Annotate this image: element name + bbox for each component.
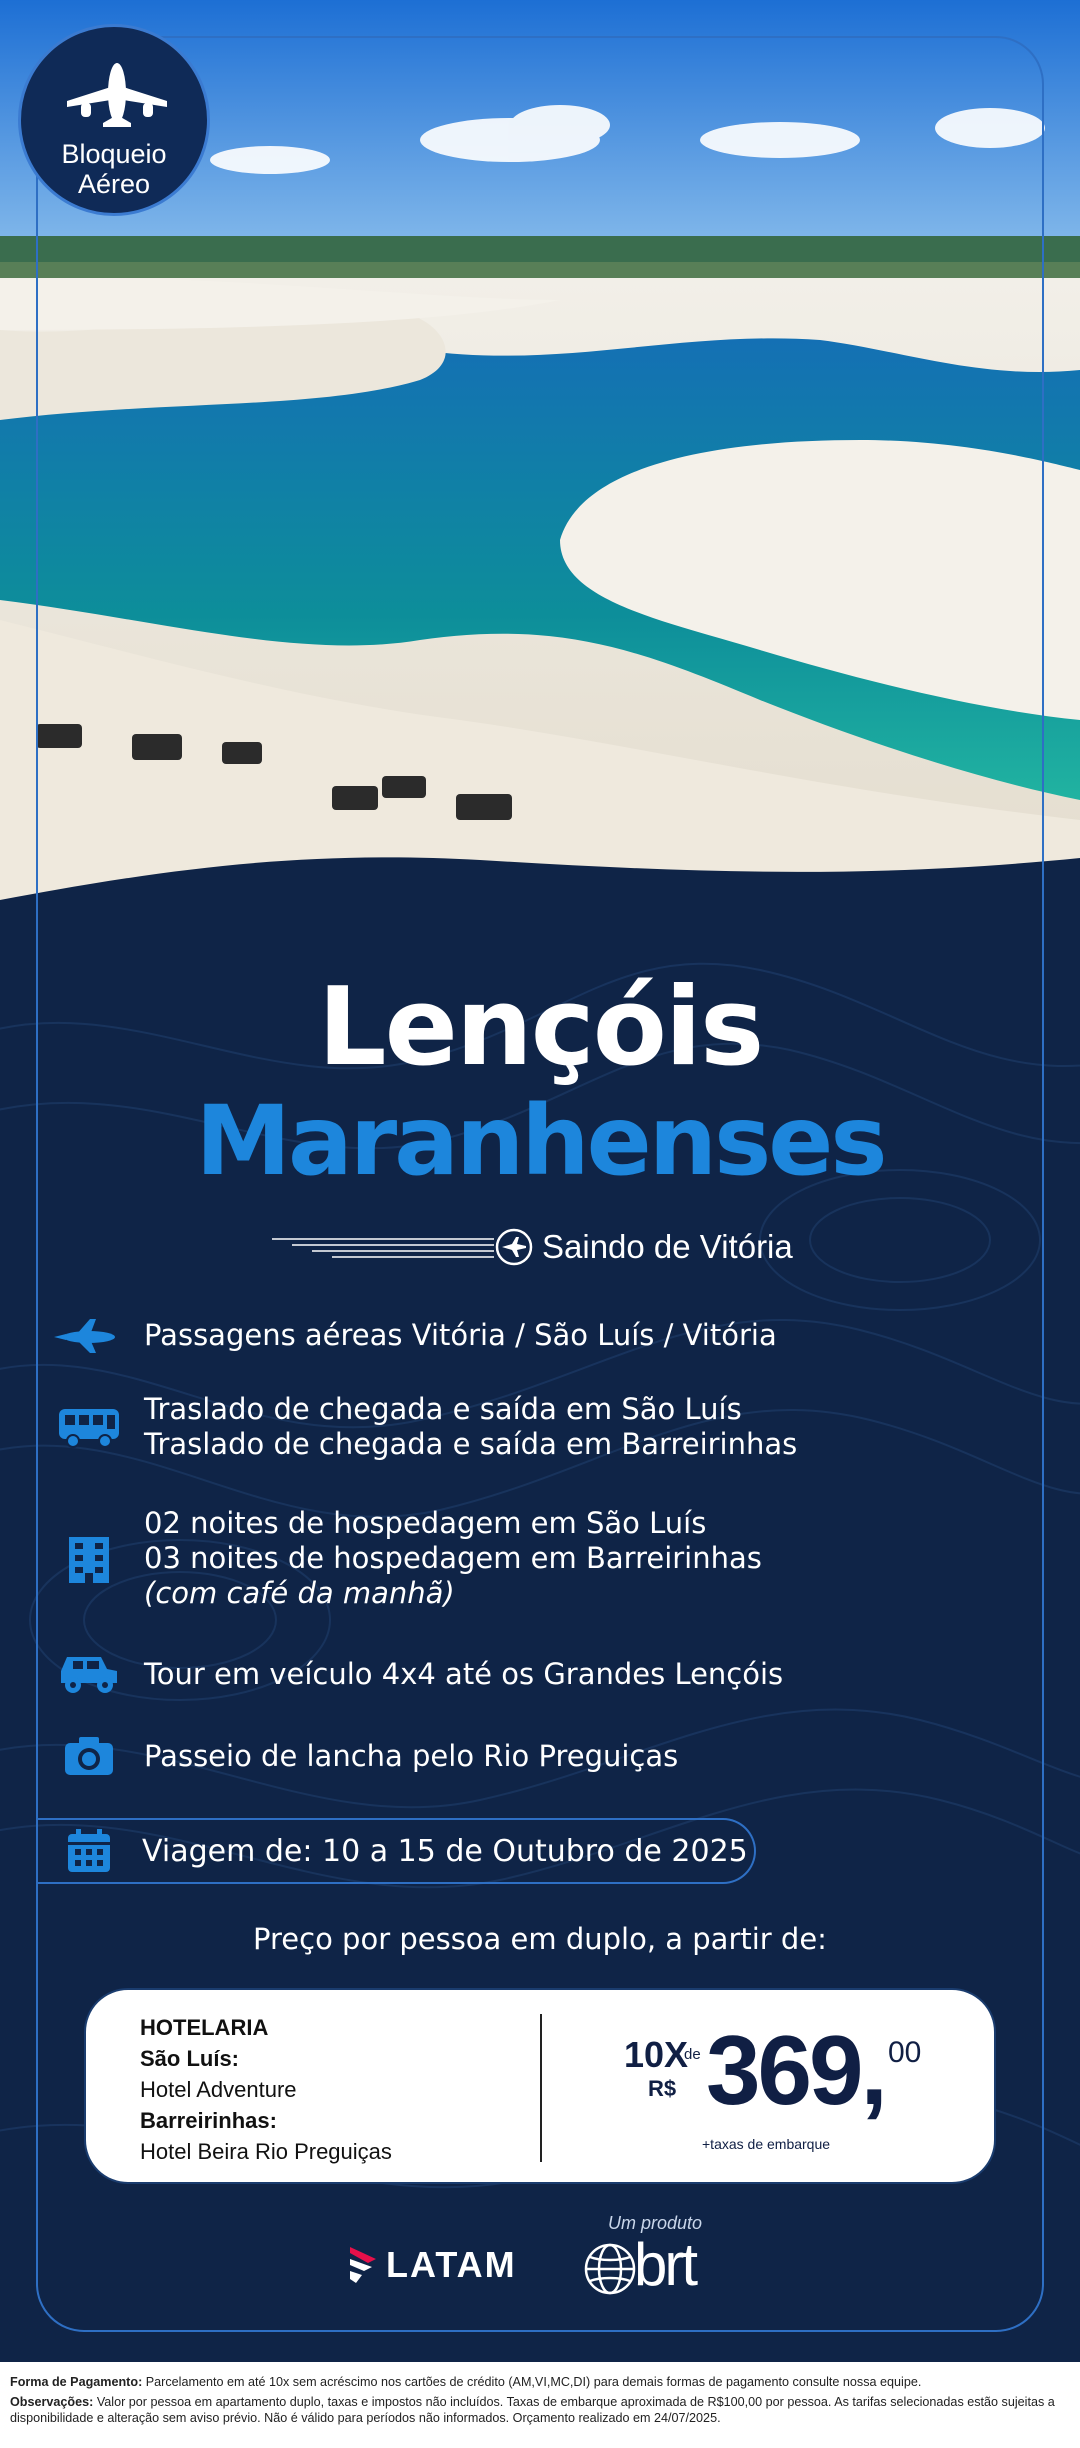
- item-tour-line1: Tour em veículo 4x4 até os Grandes Lençóis: [144, 1656, 784, 1691]
- item-transfers: [52, 1392, 797, 1462]
- price-lead: Preço por pessoa em duplo, a partir de:: [253, 1922, 827, 1956]
- item-flights-line1: Passagens aéreas Vitória / São Luís / Vitória: [144, 1317, 777, 1352]
- produto-label: Um produto: [608, 2213, 703, 2233]
- price-block: [624, 2015, 964, 2156]
- price-amount: 369,: [706, 2015, 885, 2125]
- item-tour: [52, 1644, 783, 1704]
- badge-line2: Aéreo: [77, 169, 151, 199]
- hotel-name2: Hotel Beira Rio Preguiças: [140, 2139, 392, 2164]
- title-line2: Maranhenses: [195, 1085, 885, 1197]
- tax-note: +taxas de embarque: [702, 2136, 831, 2152]
- hotel-list: [140, 2012, 392, 2167]
- brt-word: brt: [634, 2231, 696, 2298]
- item-hotels-line2: 03 noites de hospedagem em Barreirinhas: [144, 1541, 762, 1575]
- hotel-icon: [65, 1535, 113, 1583]
- latam-logo: [348, 2244, 517, 2286]
- item-hotels-note: (com café da manhã): [144, 1576, 455, 1610]
- footer-label1: Forma de Pagamento:: [10, 2375, 143, 2389]
- speed-lines-icon: [272, 1235, 494, 1259]
- item-boat-line1: Passeio de lancha pelo Rio Preguiças: [144, 1738, 679, 1773]
- latam-mark-icon: [348, 2245, 378, 2285]
- airplane-icon: [54, 1315, 124, 1355]
- installments: 10X: [624, 2034, 689, 2075]
- hotel-name1: Hotel Adventure: [140, 2077, 297, 2102]
- footer-text1: Parcelamento em até 10x sem acréscimo nos cartões de crédito (AM,VI,MC,DI) para demais formas de pagamento consulte nossa equipe.: [145, 2375, 922, 2389]
- price-de: de: [684, 2046, 701, 2063]
- card-divider: [540, 2014, 542, 2162]
- bloqueio-aereo-badge: [18, 24, 210, 216]
- plane-circle-icon: [494, 1227, 534, 1267]
- item-boat: [52, 1726, 678, 1786]
- badge-line1: Bloqueio: [61, 139, 167, 169]
- latam-word: LATAM: [386, 2244, 517, 2285]
- airplane-icon: [65, 57, 169, 127]
- hotel-city1: São Luís:: [140, 2046, 240, 2071]
- subtitle-row: [272, 1222, 793, 1272]
- jeep-icon: [57, 1651, 121, 1697]
- hotel-heading: HOTELARIA: [140, 2015, 269, 2040]
- calendar-icon: [66, 1828, 112, 1874]
- brt-logo: [580, 2231, 696, 2299]
- title-line1: Lençóis: [317, 965, 763, 1090]
- trip-dates-text: Viagem de: 10 a 15 de Outubro de 2025: [142, 1833, 748, 1869]
- globe-icon: [580, 2239, 640, 2299]
- price-card: [84, 1988, 996, 2184]
- price-cents: 00: [888, 2036, 922, 2069]
- footer-label2: Observações:: [10, 2395, 94, 2409]
- hotel-city2: Barreirinhas:: [140, 2108, 277, 2133]
- item-transfers-line2: Traslado de chegada e saída em Barreirinhas: [144, 1427, 798, 1461]
- item-transfers-line1: Traslado de chegada e saída em São Luís: [144, 1392, 742, 1426]
- item-hotels: [52, 1506, 762, 1611]
- trip-dates: [36, 1818, 756, 1884]
- bus-icon: [57, 1405, 121, 1449]
- currency: R$: [648, 2076, 677, 2101]
- footer-text2: Valor por pessoa em apartamento duplo, taxas e impostos não incluídos. Taxas de embarque aproximada de R$100,00 por pessoa. As tarifas selecionadas estão sujeitas a disponibilidade e alteração sem aviso prévio. Não é válido para períodos não informados. Orçamento realizado em 24/07/2025.: [10, 2395, 1055, 2425]
- camera-icon: [63, 1735, 115, 1777]
- footer-terms: [0, 2362, 1080, 2448]
- item-flights: [52, 1305, 777, 1365]
- item-hotels-line1: 02 noites de hospedagem em São Luís: [144, 1506, 707, 1540]
- subtitle-text: Saindo de Vitória: [542, 1228, 793, 1265]
